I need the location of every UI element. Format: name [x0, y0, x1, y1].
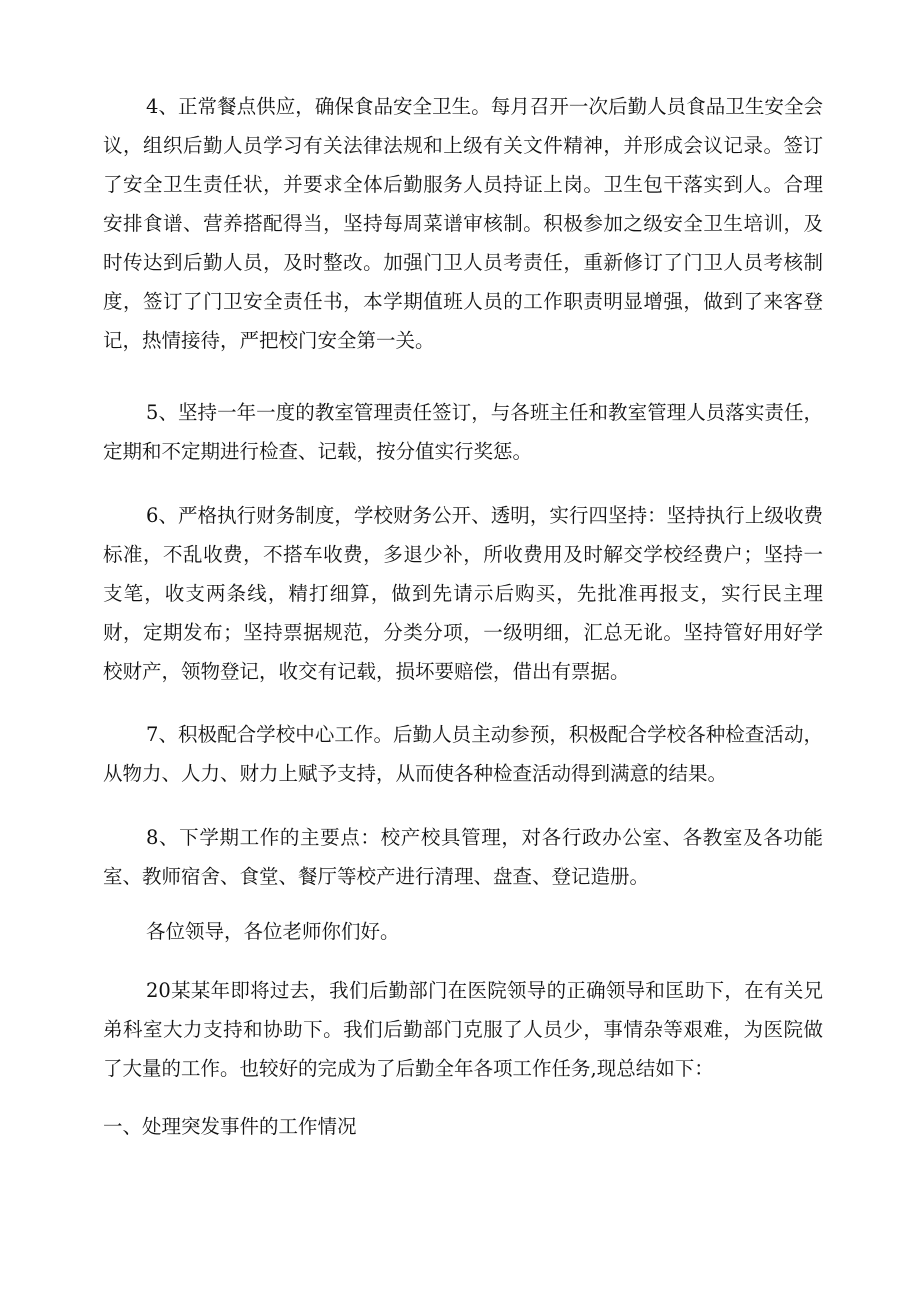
paragraph-classroom-management: 5、坚持一年一度的教室管理责任签订，与各班主任和教室管理人员落实责任，定期和不定期进行检查、记载，按分值实行奖惩。 [103, 401, 823, 463]
paragraph-finance: 6、严格执行财务制度，学校财务公开、透明，实行四坚持：坚持执行上级收费标准，不乱收费，不搭车收费，多退少补，所收费用及时解交学校经费户；坚持一支笔，收支两条线，精打细算，做到先请示后购买，先批准再报支，实行民主理财，定期发布；坚持票据规范，分类分项，一级明细，汇总无讹。坚持管好用好学校财产，领物登记，收交有记载，损坏要赔偿，借出有票据。 [103, 504, 823, 683]
paragraph-cooperation: 7、积极配合学校中心工作。后勤人员主动参预，积极配合学校各种检查活动，从物力、人力、财力上赋予支持，从而使各种检查活动得到满意的结果。 [103, 723, 823, 785]
paragraph-next-term: 8、下学期工作的主要点：校产校具管理，对各行政办公室、各教室及各功能室、教师宿舍、食堂、餐厅等校产进行清理、盘查、登记造册。 [103, 826, 823, 888]
paragraph-summary-intro: 20某某年即将过去，我们后勤部门在医院领导的正确领导和匡助下，在有关兄弟科室大力支持和协助下。我们后勤部门克服了人员少，事情杂等艰难，为医院做了大量的工作。也较好的完成为了后勤全年各项工作任务,现总结如下： [103, 979, 823, 1080]
paragraph-greeting: 各位领导，各位老师你们好。 [146, 920, 400, 943]
section-heading: 一、处理突发事件的工作情况 [103, 1115, 357, 1138]
paragraph-food-safety: 4、正常餐点供应，确保食品安全卫生。每月召开一次后勤人员食品卫生安全会议，组织后勤人员学习有关法律法规和上级有关文件精神，并形成会议记录。签订了安全卫生责任状，并要求全体后勤服务人员持证上岗。卫生包干落实到人。合理安排食谱、营养搭配得当，坚持每周菜谱审核制。积极参加之级安全卫生培训，及时传达到后勤人员，及时整改。加强门卫人员考责任，重新修订了门卫人员考核制度，签订了门卫安全责任书，本学期值班人员的工作职责明显增强，做到了来客登记，热情接待，严把校门安全第一关。 [103, 95, 823, 352]
